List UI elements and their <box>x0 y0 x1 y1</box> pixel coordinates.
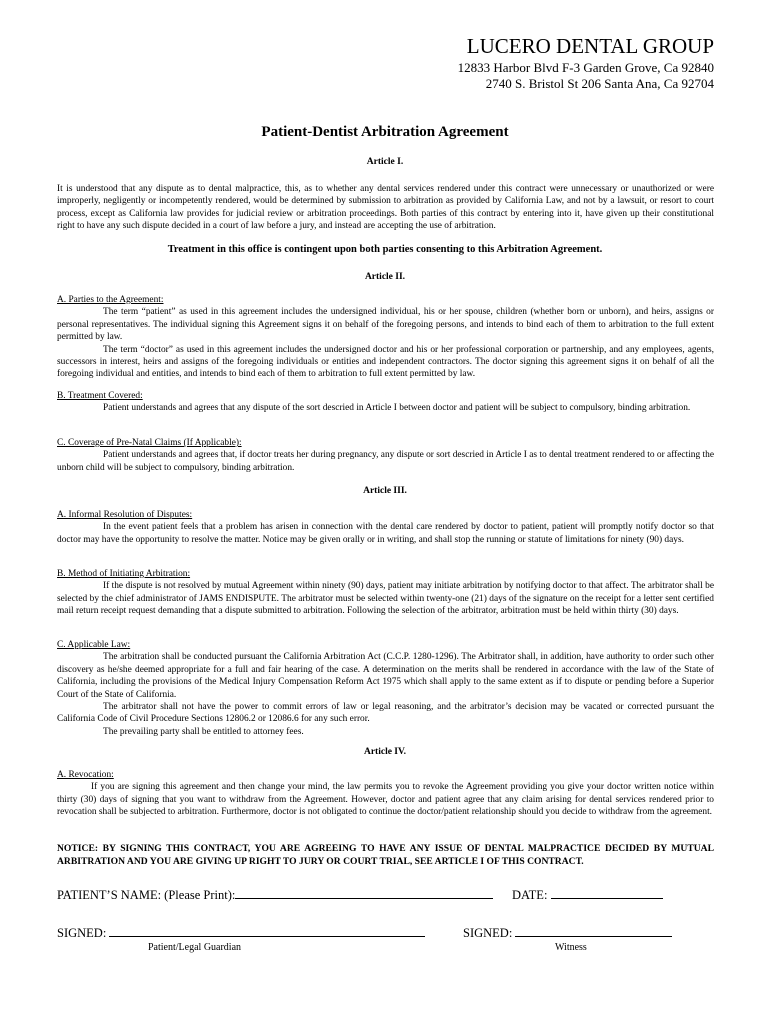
article-4-a-paragraph: If you are signing this agreement and then change your mind, the law permits you to revoke the Agreement providing you give your doctor written notice within thirty (30) days of signing that you want to withdraw from the Agreement. However, doctor and patient agree that any claim arising for dental services rendered prior to revocation shall be subjected to arbitration. Furthermore, doctor is not obligated to continue the doctor/patient relationship should you decide to withdraw from the agreement. <box>57 782 714 818</box>
practice-name: LUCERO DENTAL GROUP <box>466 34 714 58</box>
patient-signature-row <box>57 925 425 941</box>
article-2-heading: Article II. <box>364 272 406 282</box>
patient-name-field[interactable] <box>235 887 493 899</box>
patient-name-row <box>57 887 493 903</box>
article-2-b-paragraph: Patient understands and agrees that any dispute of the sort descried in Article I between doctor and patient will be subject to compulsory, binding arbitration. <box>103 403 691 414</box>
patient-signature-field[interactable] <box>109 925 425 937</box>
practice-address-1: 12833 Harbor Blvd F-3 Garden Grove, Ca 92840 <box>457 60 714 75</box>
article-3-section-a <box>57 509 714 546</box>
article-4-section-a <box>57 769 714 819</box>
article-2-b-title: B. Treatment Covered: <box>57 391 143 401</box>
patient-signed-label: SIGNED: <box>57 926 107 940</box>
article-2-a-paragraph-2: The term “doctor” as used in this agreement includes the undersigned doctor and his or her professional corporation or partnership, and any employees, agents, successors in interest, heirs and assigns of the foregoing individuals or entities and independent contractors. The doctor signing this agreement signs it on behalf of all the foregoing individual and entities, and intends to bind each of them to arbitration to full extent permitted by law. <box>57 344 714 380</box>
article-2-section-b <box>57 390 714 415</box>
article-2-a-title: A. Parties to the Agreement: <box>57 295 164 305</box>
witness-signed-label: SIGNED: <box>463 926 513 940</box>
date-field[interactable] <box>551 887 663 899</box>
arbitration-notice: NOTICE: BY SIGNING THIS CONTRACT, YOU ARE AGREEING TO HAVE ANY ISSUE OF DENTAL MALPRACTICE DECIDED BY MUTUAL ARBITRATION AND YOU ARE GIVING UP RIGHT TO JURY OR COURT TRIAL, SEE ARTICLE I OF THIS CONTRACT. <box>57 843 714 867</box>
contingency-statement: Treatment in this office is contingent upon both parties consenting to this Arbitration Agreement. <box>167 244 603 255</box>
article-2-section-c <box>57 437 714 474</box>
article-3-c-title: C. Applicable Law: <box>57 640 131 650</box>
article-1-text <box>57 183 714 233</box>
article-3-section-b <box>57 568 714 618</box>
article-4-a-title: A. Revocation: <box>57 770 114 780</box>
article-2-section-a <box>57 294 714 381</box>
date-label: DATE: <box>512 888 548 902</box>
witness-signature-row <box>463 925 672 941</box>
patient-guardian-caption: Patient/Legal Guardian <box>148 942 242 953</box>
article-3-c-paragraph-2: The arbitrator shall not have the power to commit errors of law or legal reasoning, and the arbitrator’s decision may be vacated or corrected pursuant the California Code of Civil Procedure Sections 12806.2 or 12086.6 for any such error. <box>57 702 714 725</box>
practice-address-2: 2740 S. Bristol St 206 Santa Ana, Ca 92704 <box>485 76 714 91</box>
article-3-heading: Article III. <box>363 486 407 496</box>
article-2-c-title: C. Coverage of Pre-Natal Claims (If Applicable): <box>57 438 242 448</box>
document-title: Patient-Dentist Arbitration Agreement <box>261 124 509 140</box>
article-3-section-c <box>57 639 714 738</box>
witness-caption: Witness <box>555 942 587 953</box>
witness-signature-field[interactable] <box>515 925 672 937</box>
article-2-a-paragraph-1: The term “patient” as used in this agreement includes the undersigned individual, his or her spouse, children (whether born or unborn), and heirs, assigns or personal representatives. The individual signing this Agreement signs it on behalf of the foregoing persons, and intends to bind each of them to arbitration to the full extent permitted by law. <box>57 307 714 343</box>
article-3-c-paragraph-3: The prevailing party shall be entitled to attorney fees. <box>103 726 304 737</box>
article-3-b-paragraph: If the dispute is not resolved by mutual Agreement within ninety (90) days, patient may initiate arbitration by notifying doctor to that affect. The arbitrator shall be selected by the chief administrator of JAMS ENDISPUTE. The arbitrator must be selected within twenty-one (21) days of the signature on the receipt for a letter sent certified mail return receipt request demanding that a dispute submitted to arbitration. Following the selection of the arbitrator, arbitration must be held within thirty (30) days. <box>57 581 714 617</box>
article-3-c-paragraph-1: The arbitration shall be conducted pursuant the California Arbitration Act (C.C.P. 1280-1296). The Arbitrator shall, in addition, have authority to order such other discovery as he/she deemed appropriate for a full and fair hearing of the case. A determination on the merits shall be rendered in accordance with the law of the State of California, including the provisions of the Medical Injury Compensation Reform Act 1975 which shall apply to the same extent as if to dispute or pending before a Superior Court of the State of California. <box>57 652 714 700</box>
date-row <box>512 887 663 903</box>
article-3-a-paragraph: In the event patient feels that a problem has arisen in connection with the dental care rendered by doctor to patient, patient will promptly notify doctor so that doctor may have the opportunity to resolve the matter. Notice may be given orally or in writing, and shall stop the running or statute of limitations for ninety (90) days. <box>57 522 714 545</box>
article-3-b-title: B. Method of Initiating Arbitration: <box>57 569 191 579</box>
patient-name-label: PATIENT’S NAME: (Please Print): <box>57 888 236 902</box>
article-4-heading: Article IV. <box>363 747 407 757</box>
article-1-paragraph: It is understood that any dispute as to dental malpractice, this, as to whether any dental services rendered under this contract were unnecessary or unauthorized or were improperly, negligently or incompetently rendered, would be determined by submission to arbitration as provided by California Law, and not by a lawsuit, or resort to court process, except as California law provides for judicial review or arbitration proceedings. Both parties of this contract by entering into it, have given up their constitutional right to have any such dispute decided in a court of law before a jury, and instead are accepting the use of arbitration. <box>57 184 714 232</box>
article-1-heading: Article I. <box>366 157 404 167</box>
article-3-a-title: A. Informal Resolution of Disputes: <box>57 510 193 520</box>
article-2-c-paragraph: Patient understands and agrees that, if doctor treats her during pregnancy, any dispute or sort descried in Article I as to dental treatment rendered to or affecting the unborn child will be subject to compulsory, binding arbitration. <box>57 450 714 473</box>
